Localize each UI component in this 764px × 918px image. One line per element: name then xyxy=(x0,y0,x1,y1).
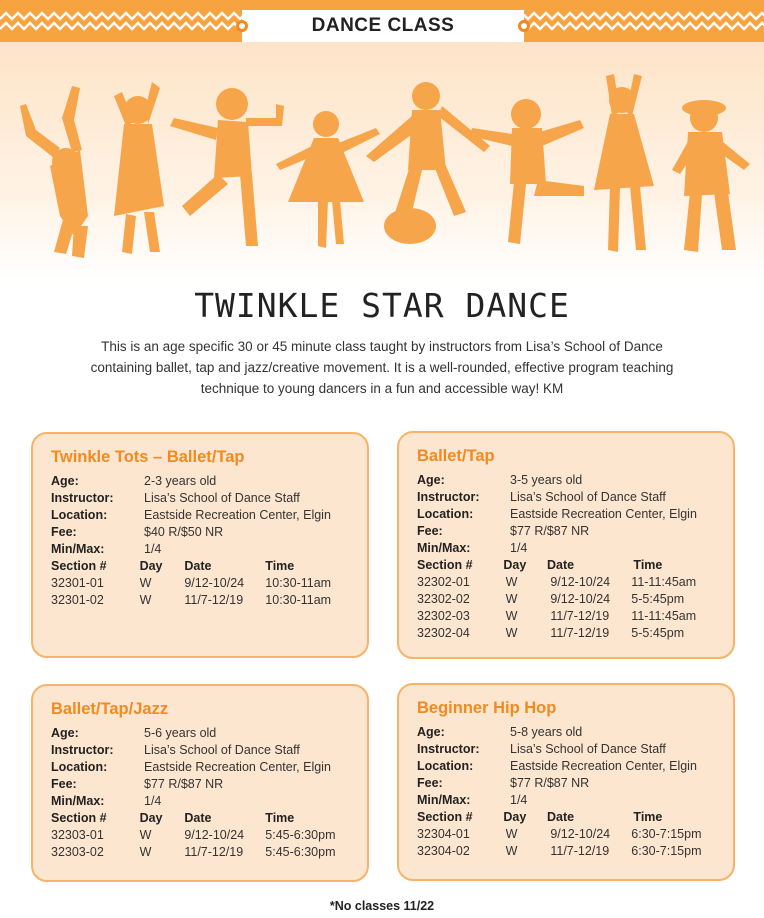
section-date: 11/7-12/19 xyxy=(550,626,610,640)
age-row xyxy=(417,472,717,489)
instructor-value: Lisa’s School of Dance Staff xyxy=(510,742,666,756)
col-day: Day xyxy=(139,811,163,825)
col-date: Date xyxy=(547,810,575,824)
section-table xyxy=(51,558,351,609)
minmax-value: 1/4 xyxy=(510,541,528,555)
section-time: 10:30-11am xyxy=(265,576,332,590)
fee-value: $40 R/$50 NR xyxy=(144,525,224,539)
section-day: W xyxy=(139,828,152,842)
fee-row xyxy=(51,524,351,541)
class-title: Ballet/Tap/Jazz xyxy=(51,700,169,718)
location-value: Eastside Recreation Center, Elgin xyxy=(144,760,331,774)
location-row xyxy=(51,507,351,524)
section-table-header xyxy=(51,810,351,827)
minmax-row xyxy=(417,792,717,809)
age-label: Age: xyxy=(51,474,79,488)
col-time: Time xyxy=(633,558,663,572)
col-day: Day xyxy=(503,558,527,572)
section-id: 32301-02 xyxy=(51,593,104,607)
instructor-label: Instructor: xyxy=(417,742,480,756)
location-value: Eastside Recreation Center, Elgin xyxy=(510,759,697,773)
header-title-pill xyxy=(242,10,524,42)
class-card-twinkle-tots xyxy=(31,432,369,658)
section-row xyxy=(51,575,351,592)
fee-value: $77 R/$87 NR xyxy=(510,776,590,790)
section-day: W xyxy=(505,626,518,640)
section-time: 5:45-6:30pm xyxy=(265,828,336,842)
minmax-label: Min/Max: xyxy=(51,542,105,556)
fee-label: Fee: xyxy=(417,524,443,538)
instructor-label: Instructor: xyxy=(51,491,114,505)
class-title: Beginner Hip Hop xyxy=(417,699,557,717)
section-id: 32302-03 xyxy=(417,609,470,623)
section-date: 9/12-10/24 xyxy=(550,575,611,589)
location-row xyxy=(417,758,717,775)
pill-dot-left xyxy=(236,20,248,32)
section-row xyxy=(417,826,717,843)
intro-paragraph: This is an age specific 30 or 45 minute class taught by instructors from Lisa’s School of Dance containing ballet, tap and jazz/creative movement. It is a well-rounded, effective program teaching technique to young dancers in a fun and accessible way! KM xyxy=(90,339,674,396)
section-id: 32302-01 xyxy=(417,575,470,589)
fee-row xyxy=(417,523,717,540)
section-row xyxy=(417,843,717,860)
age-row xyxy=(51,473,351,490)
section-time: 5:45-6:30pm xyxy=(265,845,336,859)
location-label: Location: xyxy=(417,759,474,773)
section-day: W xyxy=(139,845,152,859)
section-time: 6:30-7:15pm xyxy=(631,827,702,841)
age-value: 5-8 years old xyxy=(510,725,583,739)
section-table-header xyxy=(417,809,717,826)
fee-value: $77 R/$87 NR xyxy=(144,777,224,791)
class-title: Ballet/Tap xyxy=(417,447,495,465)
section-table xyxy=(51,810,351,861)
section-row xyxy=(51,827,351,844)
instructor-row xyxy=(417,741,717,758)
minmax-row xyxy=(51,793,351,810)
fee-row xyxy=(51,776,351,793)
section-id: 32303-02 xyxy=(51,845,104,859)
section-row xyxy=(417,608,717,625)
col-time: Time xyxy=(265,811,295,825)
section-day: W xyxy=(505,844,518,858)
section-time: 5-5:45pm xyxy=(631,626,685,640)
location-label: Location: xyxy=(51,760,108,774)
fee-label: Fee: xyxy=(51,525,77,539)
age-label: Age: xyxy=(417,473,445,487)
dancer-silhouette-5 xyxy=(366,82,490,244)
header-title: DANCE CLASS xyxy=(311,15,455,36)
instructor-row xyxy=(417,489,717,506)
location-row xyxy=(417,506,717,523)
minmax-value: 1/4 xyxy=(144,542,162,556)
dancing-children-silhouettes xyxy=(14,66,754,266)
pill-dot-right xyxy=(518,20,530,32)
section-date: 9/12-10/24 xyxy=(550,827,611,841)
section-day: W xyxy=(505,827,518,841)
header-band xyxy=(0,0,764,42)
age-value: 5-6 years old xyxy=(144,726,217,740)
section-date: 11/7-12/19 xyxy=(184,593,244,607)
minmax-label: Min/Max: xyxy=(417,793,471,807)
dancer-silhouette-4 xyxy=(276,111,380,248)
col-day: Day xyxy=(139,559,163,573)
age-label: Age: xyxy=(51,726,79,740)
section-time: 10:30-11am xyxy=(265,593,332,607)
col-section: Section # xyxy=(51,811,107,825)
age-label: Age: xyxy=(417,725,445,739)
section-id: 32304-01 xyxy=(417,827,470,841)
dancer-silhouette-7 xyxy=(594,74,654,252)
class-card-ballet-tap-jazz xyxy=(31,684,369,882)
instructor-value: Lisa’s School of Dance Staff xyxy=(144,491,300,505)
class-card-beginner-hip-hop xyxy=(397,683,735,881)
fee-label: Fee: xyxy=(417,776,443,790)
location-row xyxy=(51,759,351,776)
section-time: 6:30-7:15pm xyxy=(631,844,702,858)
section-table xyxy=(417,557,717,642)
instructor-row xyxy=(51,490,351,507)
class-card-ballet-tap xyxy=(397,431,735,659)
section-date: 9/12-10/24 xyxy=(550,592,611,606)
minmax-value: 1/4 xyxy=(510,793,528,807)
section-id: 32302-04 xyxy=(417,626,470,640)
col-day: Day xyxy=(503,810,527,824)
section-time: 11-11:45am xyxy=(631,609,697,623)
dancer-silhouette-2 xyxy=(114,82,164,254)
section-table xyxy=(417,809,717,860)
section-row xyxy=(51,592,351,609)
section-table-header xyxy=(51,558,351,575)
location-value: Eastside Recreation Center, Elgin xyxy=(510,507,697,521)
footnote: *No classes 11/22 xyxy=(329,899,435,913)
section-id: 32302-02 xyxy=(417,592,470,606)
section-day: W xyxy=(505,592,518,606)
section-id: 32303-01 xyxy=(51,828,104,842)
page-title: TWINKLE STAR DANCE xyxy=(194,286,570,325)
minmax-label: Min/Max: xyxy=(51,794,105,808)
section-date: 9/12-10/24 xyxy=(184,828,245,842)
age-value: 2-3 years old xyxy=(144,474,217,488)
instructor-value: Lisa’s School of Dance Staff xyxy=(510,490,666,504)
location-label: Location: xyxy=(417,507,474,521)
section-row xyxy=(51,844,351,861)
class-title: Twinkle Tots – Ballet/Tap xyxy=(51,448,245,466)
col-time: Time xyxy=(265,559,295,573)
section-day: W xyxy=(505,575,518,589)
section-table-header xyxy=(417,557,717,574)
age-row xyxy=(417,724,717,741)
section-id: 32301-01 xyxy=(51,576,104,590)
section-id: 32304-02 xyxy=(417,844,470,858)
dancer-silhouette-6 xyxy=(470,99,584,244)
section-row xyxy=(417,591,717,608)
section-time: 5-5:45pm xyxy=(631,592,685,606)
section-row xyxy=(417,574,717,591)
fee-row xyxy=(417,775,717,792)
section-date: 11/7-12/19 xyxy=(550,844,610,858)
section-date: 9/12-10/24 xyxy=(184,576,245,590)
section-time: 11-11:45am xyxy=(631,575,697,589)
section-date: 11/7-12/19 xyxy=(184,845,244,859)
instructor-row xyxy=(51,742,351,759)
col-date: Date xyxy=(547,558,575,572)
age-value: 3-5 years old xyxy=(510,473,583,487)
dancer-silhouette-1 xyxy=(20,86,88,258)
minmax-label: Min/Max: xyxy=(417,541,471,555)
section-day: W xyxy=(139,576,152,590)
col-section: Section # xyxy=(51,559,107,573)
section-day: W xyxy=(139,593,152,607)
minmax-row xyxy=(417,540,717,557)
instructor-value: Lisa’s School of Dance Staff xyxy=(144,743,300,757)
location-value: Eastside Recreation Center, Elgin xyxy=(144,508,331,522)
dancer-silhouette-8 xyxy=(672,100,750,252)
instructor-label: Instructor: xyxy=(417,490,480,504)
section-date: 11/7-12/19 xyxy=(550,609,610,623)
fee-label: Fee: xyxy=(51,777,77,791)
col-date: Date xyxy=(184,559,212,573)
age-row xyxy=(51,725,351,742)
section-day: W xyxy=(505,609,518,623)
col-time: Time xyxy=(633,810,663,824)
section-row xyxy=(417,625,717,642)
dancer-silhouette-3 xyxy=(170,88,284,246)
col-date: Date xyxy=(184,811,212,825)
minmax-value: 1/4 xyxy=(144,794,162,808)
instructor-label: Instructor: xyxy=(51,743,114,757)
col-section: Section # xyxy=(417,558,473,572)
col-section: Section # xyxy=(417,810,473,824)
minmax-row xyxy=(51,541,351,558)
location-label: Location: xyxy=(51,508,108,522)
fee-value: $77 R/$87 NR xyxy=(510,524,590,538)
